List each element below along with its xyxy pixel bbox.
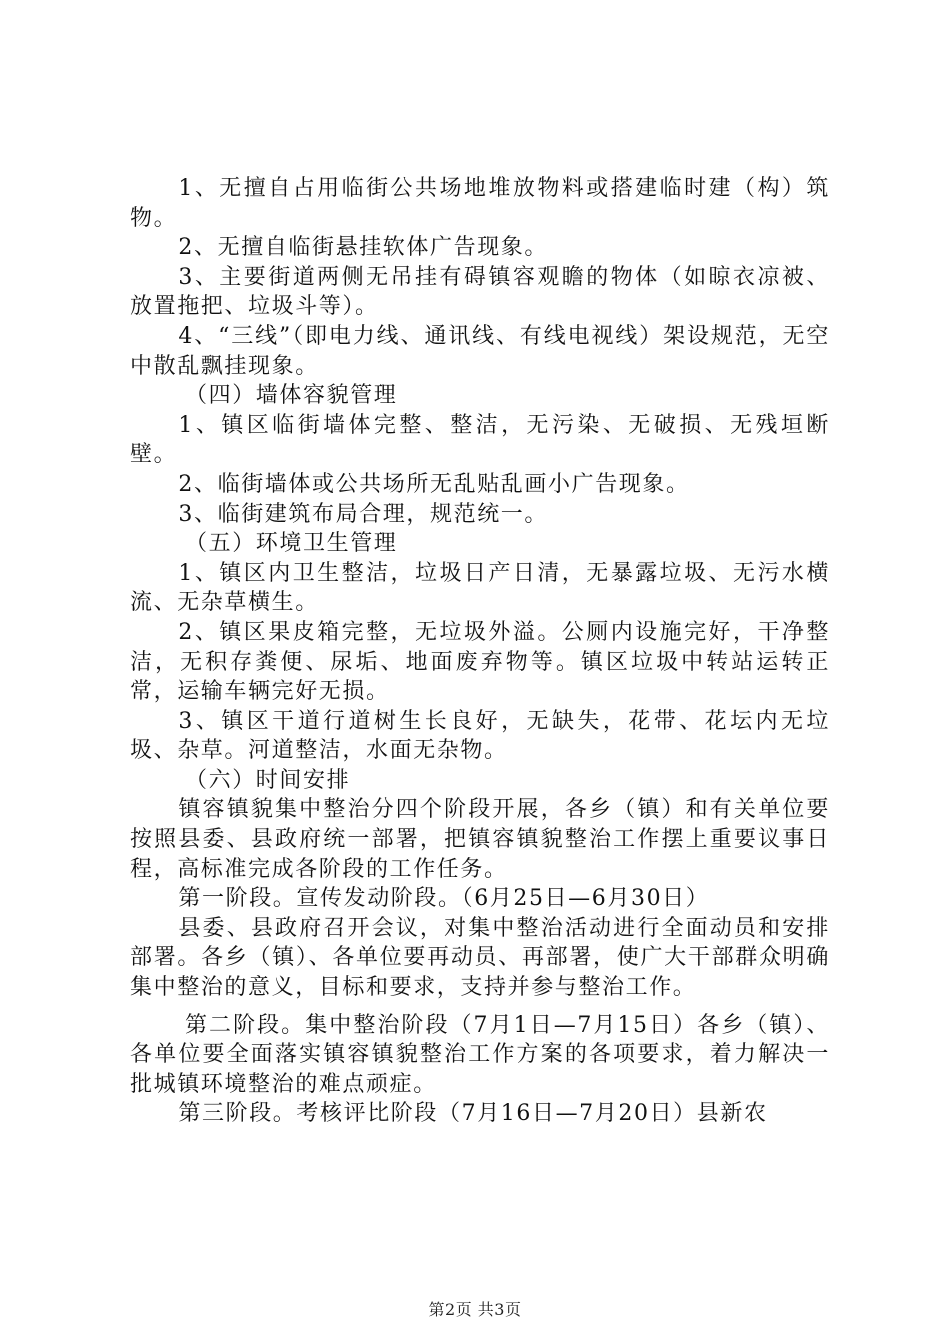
paragraph-schedule-intro: 镇容镇貌集中整治分四个阶段开展，各乡（镇）和有关单位要按照县委、县政府统一部署，把镇容镇貌整治工作摆上重要议事日程，高标准完成各阶段的工作任务。 [130,797,830,882]
section-heading-wall: （四）墙体容貌管理 [185,383,398,409]
section-heading-sanitation: （五）环境卫生管理 [185,531,398,557]
page-footer: 第2页 共3页 [428,1300,522,1319]
paragraph-stage-1-body: 县委、县政府召开会议，对集中整治活动进行全面动员和安排部署。各乡（镇）、各单位要再动员、再部署，使广大干部群众明确集中整治的意义，目标和要求，支持并参与整治工作。 [130,915,830,1001]
paragraph-item-4: 4、“三线”（即电力线、通讯线、有线电视线）架设规范，无空中散乱飘挂现象。 [130,323,830,379]
paragraph-stage-2: 第二阶段。集中整治阶段（7月1日—7月15日）各乡（镇）、各单位要全面落实镇容镇貌整治工作方案的各项要求，着力解决一批城镇环境整治的难点顽症。 [130,1012,830,1097]
paragraph-stage-3: 第三阶段。考核评比阶段（7月16日—7月20日）县新农 [178,1101,768,1127]
paragraph-wall-3: 3、临街建筑布局合理，规范统一。 [178,501,548,527]
paragraph-item-3: 3、主要街道两侧无吊挂有碍镇容观瞻的物体（如晾衣凉被、放置拖把、垃圾斗等）。 [130,264,830,320]
paragraph-sanitation-2: 2、镇区果皮箱完整，无垃圾外溢。公厕内设施完好，干净整洁，无积存粪便、尿垢、地面废弃物等。镇区垃圾中转站运转正常，运输车辆完好无损。 [130,619,830,705]
section-heading-schedule: （六）时间安排 [185,767,351,793]
paragraph-wall-2: 2、临街墙体或公共场所无乱贴乱画小广告现象。 [178,471,690,497]
paragraph-item-2: 2、无擅自临街悬挂软体广告现象。 [178,235,548,261]
document-body [130,174,830,1129]
paragraph-sanitation-3: 3、镇区干道行道树生长良好，无缺失，花带、花坛内无垃圾、杂草。河道整洁，水面无杂物。 [130,708,830,764]
paragraph-sanitation-1: 1、镇区内卫生整洁，垃圾日产日清，无暴露垃圾、无污水横流、无杂草横生。 [130,560,830,616]
paragraph-wall-1: 1、镇区临街墙体完整、整洁，无污染、无破损、无残垣断壁。 [130,412,830,468]
paragraph-item-1: 1、无擅自占用临街公共场地堆放物料或搭建临时建（构）筑物。 [130,176,830,231]
paragraph-stage-1-title: 第一阶段。宣传发动阶段。（6月25日—6月30日） [178,886,710,912]
